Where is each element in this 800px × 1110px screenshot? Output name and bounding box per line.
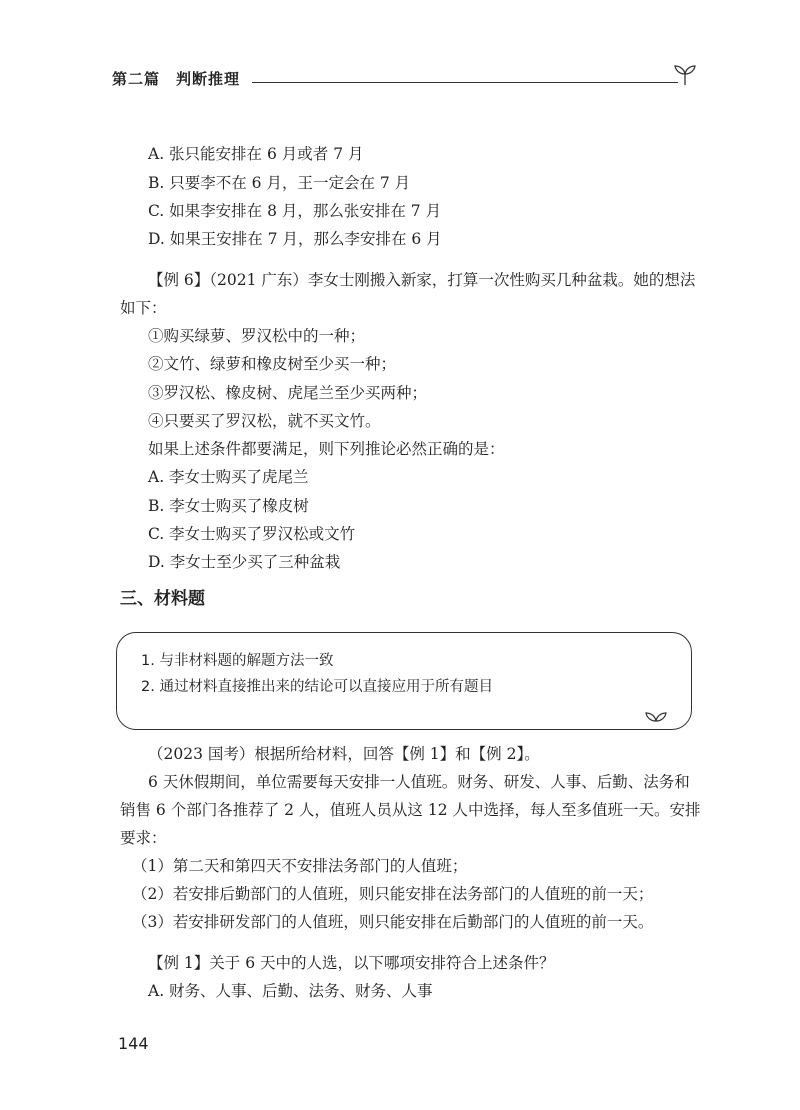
example6-option-c: C. 李女士购买了罗汉松或文竹 [148,525,356,543]
requirement-3: （3）若安排研发部门的人值班，则只能安排在后勤部门的人值班的前一天。 [132,913,654,931]
requirement-2: （2）若安排后勤部门的人值班，则只能安排在法务部门的人值班的前一天； [132,885,654,903]
requirement-1: （1）第二天和第四天不安排法务部门的人值班； [132,857,468,875]
option-d: D. 如果王安排在 7 月，那么李安排在 6 月 [148,230,442,248]
condition-4: ④只要买了罗汉松，就不买文竹。 [148,412,381,430]
option-a: A. 张只能安排在 6 月或者 7 月 [148,145,364,163]
example6-question: 如果上述条件都要满足，则下列推论必然正确的是： [148,440,505,458]
material-para-2: 销售 6 个部门各推荐了 2 人，值班人员从这 12 人中选择，每人至多值班一天。安排 [120,801,701,819]
header-title: 第二篇 判断推理 [112,70,241,88]
page-number: 144 [118,1034,149,1053]
example1-stem: 【例 1】关于 6 天中的人选，以下哪项安排符合上述条件？ [148,954,555,972]
leaf-icon [645,709,667,723]
option-b: B. 只要李不在 6 月，王一定会在 7 月 [148,174,411,192]
example6-option-a: A. 李女士购买了虎尾兰 [148,468,309,486]
material-para-3: 要求： [120,829,167,847]
material-intro: （2023 国考）根据所给材料，回答【例 1】和【例 2】。 [148,745,540,763]
option-c: C. 如果李安排在 8 月，那么张安排在 7 月 [148,202,442,220]
section-title: 三、材料题 [120,589,205,609]
sprout-icon [672,64,698,86]
condition-1: ①购买绿萝、罗汉松中的一种； [148,327,366,345]
tip-1: 1. 与非材料题的解题方法一致 [141,653,334,669]
example1-option-a: A. 财务、人事、后勤、法务、财务、人事 [148,982,433,1000]
example6-stem: 【例 6】（2021 广东）李女士刚搬入新家，打算一次性购买几种盆栽。她的想法 [148,271,696,289]
condition-2: ②文竹、绿萝和橡皮树至少买一种； [148,355,397,373]
header-rule [252,82,678,83]
tips-box [116,632,692,730]
example6-option-d: D. 李女士至少买了三种盆栽 [148,553,341,571]
page-header [112,64,698,94]
tip-2: 2. 通过材料直接推出来的结论可以直接应用于所有题目 [141,679,493,695]
example6-option-b: B. 李女士购买了橡皮树 [148,497,309,515]
material-para-1: 6 天休假期间，单位需要每天安排一人值班。财务、研发、人事、后勤、法务和 [148,773,690,791]
example6-stem-cont: 如下： [120,299,167,317]
condition-3: ③罗汉松、橡皮树、虎尾兰至少买两种； [148,384,428,402]
